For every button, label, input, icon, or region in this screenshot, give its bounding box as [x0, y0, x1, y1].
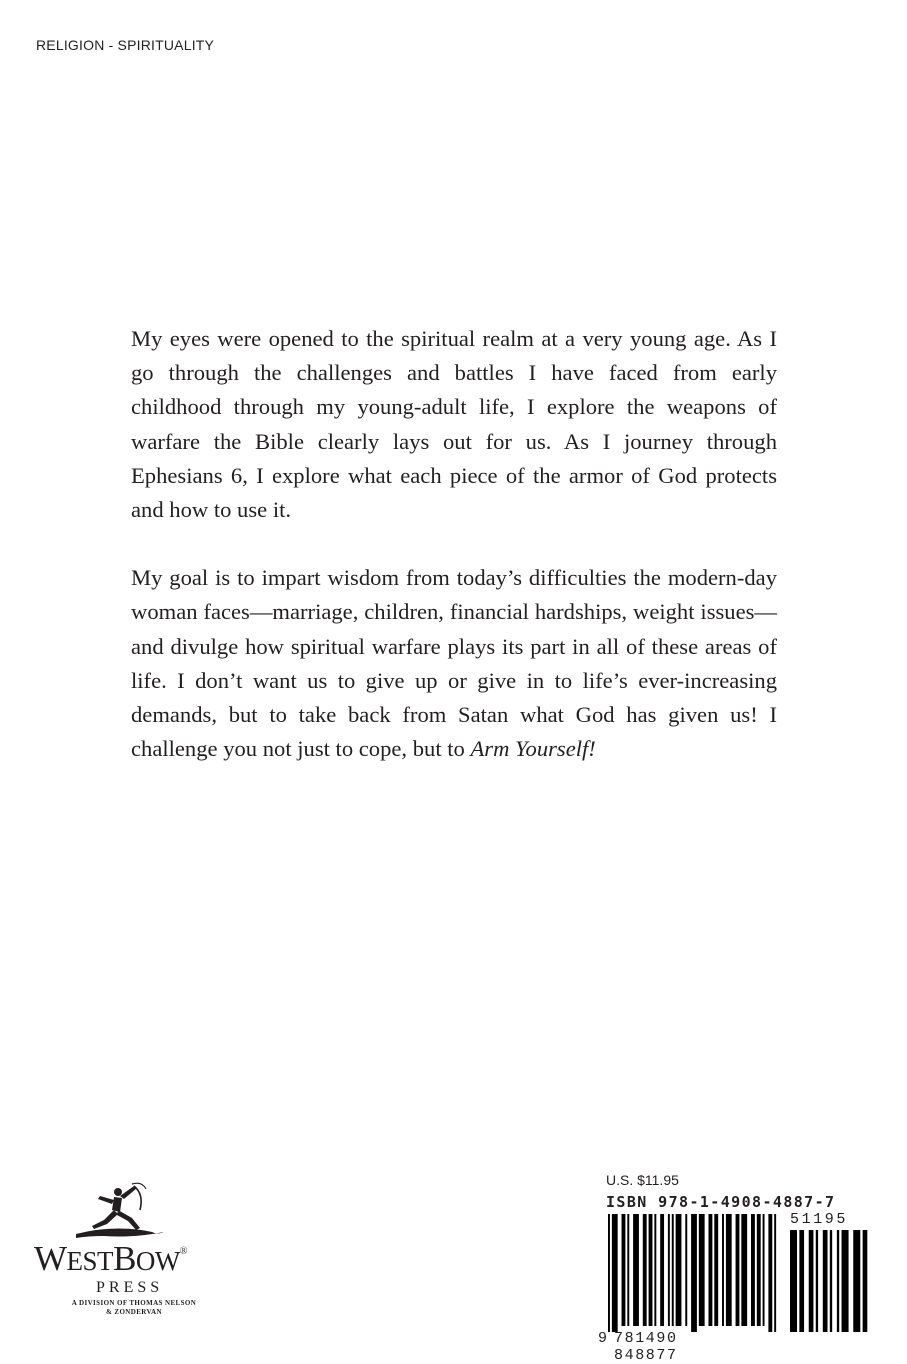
barcode-bar [751, 1214, 755, 1326]
barcode-bar [823, 1230, 828, 1332]
back-cover-blurb [131, 322, 777, 800]
category-label: RELIGION - SPIRITUALITY [36, 37, 215, 53]
price-label: U.S. $11.95 [606, 1172, 679, 1188]
blurb-emphasis: Arm Yourself! [470, 736, 596, 762]
isbn-label: ISBN 978-1-4908-4887-7 [606, 1193, 836, 1211]
barcode-bar [643, 1214, 647, 1326]
blurb-paragraph-2-text: My goal is to impart wisdom from today’s difficulties the modern-day woman faces—marriage, children, financial hardships, weight issues—and divulge how spiritual warfare plays its part in all of these areas of life. I don’t want us to give up or give in to life’s ever-increasing demands, but to take back from Satan what God has given us! I challenge you not just to cope, but to [131, 565, 777, 762]
barcode-main-digits: 781490 848877 [614, 1330, 678, 1364]
blurb-paragraph-1: My eyes were opened to the spiritual realm at a very young age. As I go through the challenges and battles I have faced from early childhood through my young-adult life, I explore the weapons of warfare the Bible clearly lays out for us. As I journey through Ephesians 6, I explore what each piece of the armor of God protects and how to use it. [131, 326, 777, 523]
barcode-bar [853, 1230, 860, 1332]
barcode-bar [741, 1214, 747, 1326]
barcode-bar [809, 1230, 814, 1332]
barcode-bar [768, 1214, 772, 1332]
barcode-addon-digits: 51195 [790, 1211, 849, 1228]
barcode-bar [790, 1230, 797, 1332]
barcode-bar [863, 1230, 868, 1332]
barcode-bar [708, 1214, 712, 1326]
isbn-barcode [598, 1211, 874, 1364]
barcode-bar [672, 1214, 674, 1326]
barcode-bar [668, 1214, 670, 1326]
barcode-bar [691, 1214, 697, 1332]
barcode-bar [633, 1214, 639, 1326]
barcode-bar [757, 1214, 761, 1326]
publisher-name: WESTBOW® [34, 1239, 188, 1278]
barcode-bar [622, 1214, 626, 1326]
publisher-press: PRESS [96, 1279, 164, 1296]
barcode-bar [660, 1214, 664, 1326]
barcode-bar [774, 1214, 776, 1332]
barcode-bar [763, 1214, 765, 1326]
barcode-bars [598, 1214, 874, 1332]
registered-mark: ® [179, 1246, 188, 1257]
barcode-bar [842, 1230, 849, 1332]
barcode-bar [816, 1230, 818, 1332]
publisher-division: A DIVISION OF THOMAS NELSON & ZONDERVAN [71, 1299, 197, 1316]
archer-icon [74, 1180, 184, 1242]
barcode-bar [736, 1214, 740, 1326]
barcode-bar [608, 1214, 610, 1332]
barcode-bar [726, 1214, 732, 1326]
barcode-bar [799, 1230, 804, 1332]
barcode-bar [837, 1230, 839, 1332]
barcode-bar [685, 1214, 687, 1326]
barcode-bar [612, 1214, 618, 1332]
barcode-bar [722, 1214, 724, 1326]
barcode-bar [654, 1214, 656, 1326]
barcode-first-digit: 9 [598, 1330, 608, 1347]
barcode-bar [714, 1214, 718, 1326]
publisher-logo [34, 1180, 234, 1330]
barcode-bar [699, 1214, 705, 1326]
barcode-bar [830, 1230, 832, 1332]
barcode-bar [676, 1214, 682, 1326]
blurb-paragraph-2 [131, 561, 777, 766]
barcode-bar [627, 1214, 629, 1326]
barcode-bar [649, 1214, 653, 1326]
